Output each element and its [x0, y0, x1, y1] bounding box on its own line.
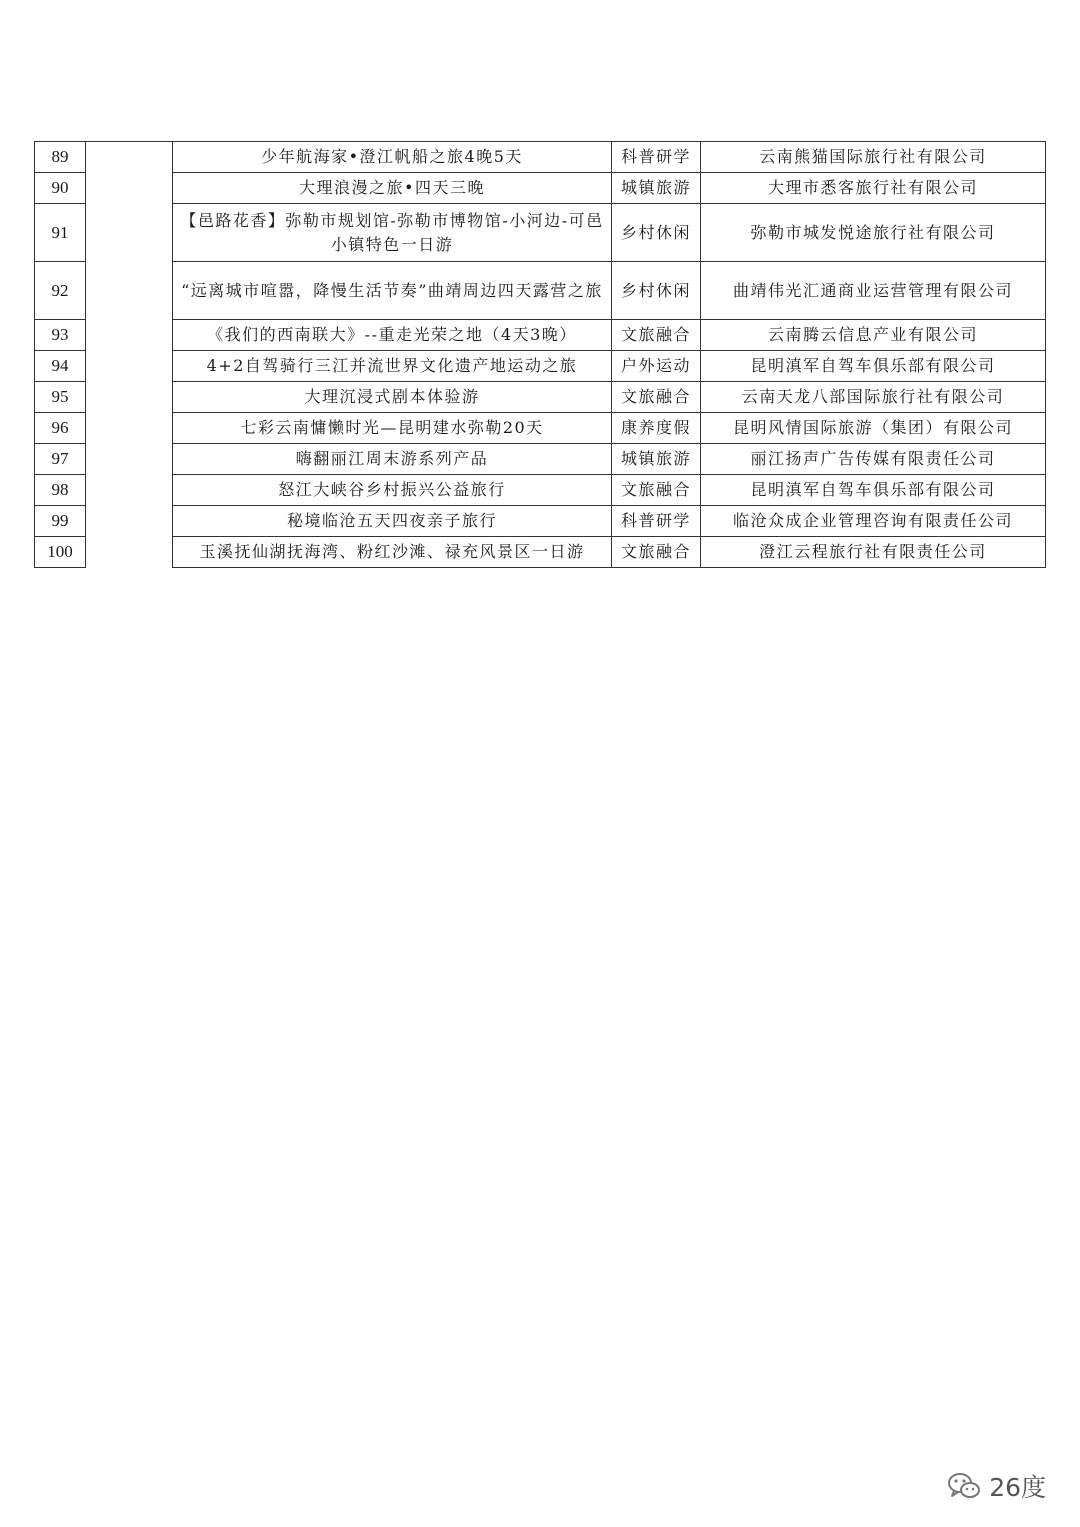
- organization-name: 丽江扬声广告传媒有限责任公司: [701, 444, 1046, 475]
- product-category: 乡村休闲: [612, 262, 701, 320]
- table-row: [35, 506, 1046, 537]
- row-number: 91: [35, 204, 86, 262]
- wechat-icon: [947, 1472, 981, 1500]
- product-table: [34, 141, 1046, 568]
- product-category: 乡村休闲: [612, 204, 701, 262]
- row-number: 94: [35, 351, 86, 382]
- table-row: [35, 204, 1046, 262]
- watermark: [947, 1468, 1046, 1504]
- product-name: 嗨翻丽江周末游系列产品: [173, 444, 612, 475]
- product-name: 4+2自驾骑行三江并流世界文化遗产地运动之旅: [173, 351, 612, 382]
- organization-name: 澄江云程旅行社有限责任公司: [701, 537, 1046, 568]
- organization-name: 昆明风情国际旅游（集团）有限公司: [701, 413, 1046, 444]
- product-name: 玉溪抚仙湖抚海湾、粉红沙滩、禄充风景区一日游: [173, 537, 612, 568]
- table-row: [35, 173, 1046, 204]
- product-name: 少年航海家•澄江帆船之旅4晚5天: [173, 142, 612, 173]
- table-row: [35, 320, 1046, 351]
- organization-name: 大理市悉客旅行社有限公司: [701, 173, 1046, 204]
- row-number: 89: [35, 142, 86, 173]
- product-category: 科普研学: [612, 142, 701, 173]
- organization-name: 云南熊猫国际旅行社有限公司: [701, 142, 1046, 173]
- product-category: 科普研学: [612, 506, 701, 537]
- table-row: [35, 537, 1046, 568]
- watermark-text: 26度: [989, 1473, 1046, 1502]
- product-name: 大理沉浸式剧本体验游: [173, 382, 612, 413]
- product-name: 七彩云南慵懒时光—昆明建水弥勒20天: [173, 413, 612, 444]
- row-number: 99: [35, 506, 86, 537]
- row-number: 98: [35, 475, 86, 506]
- product-name: 怒江大峡谷乡村振兴公益旅行: [173, 475, 612, 506]
- row-number: 100: [35, 537, 86, 568]
- product-category: 文旅融合: [612, 382, 701, 413]
- table-body: [35, 142, 1046, 568]
- table-row: [35, 382, 1046, 413]
- row-number: 96: [35, 413, 86, 444]
- product-category: 文旅融合: [612, 475, 701, 506]
- product-category: 城镇旅游: [612, 173, 701, 204]
- organization-name: 云南天龙八部国际旅行社有限公司: [701, 382, 1046, 413]
- product-category: 康养度假: [612, 413, 701, 444]
- product-name: 《我们的西南联大》--重走光荣之地（4天3晚）: [173, 320, 612, 351]
- organization-name: 曲靖伟光汇通商业运营管理有限公司: [701, 262, 1046, 320]
- product-category: 文旅融合: [612, 537, 701, 568]
- organization-name: 昆明滇军自驾车俱乐部有限公司: [701, 351, 1046, 382]
- table-row: [35, 413, 1046, 444]
- product-name: 大理浪漫之旅•四天三晚: [173, 173, 612, 204]
- table-row: [35, 444, 1046, 475]
- organization-name: 云南腾云信息产业有限公司: [701, 320, 1046, 351]
- table-row: [35, 262, 1046, 320]
- row-number: 90: [35, 173, 86, 204]
- product-name: 【邑路花香】弥勒市规划馆-弥勒市博物馆-小河边-可邑小镇特色一日游: [173, 204, 612, 262]
- product-category: 户外运动: [612, 351, 701, 382]
- product-name: 秘境临沧五天四夜亲子旅行: [173, 506, 612, 537]
- table-row: [35, 351, 1046, 382]
- organization-name: 昆明滇军自驾车俱乐部有限公司: [701, 475, 1046, 506]
- table-row: [35, 475, 1046, 506]
- row-number: 92: [35, 262, 86, 320]
- product-category: 文旅融合: [612, 320, 701, 351]
- product-category: 城镇旅游: [612, 444, 701, 475]
- merged-blank-cell: [86, 142, 173, 568]
- product-name: “远离城市喧嚣，降慢生活节奏”曲靖周边四天露营之旅: [173, 262, 612, 320]
- row-number: 93: [35, 320, 86, 351]
- table-row: [35, 142, 1046, 173]
- row-number: 97: [35, 444, 86, 475]
- organization-name: 弥勒市城发悦途旅行社有限公司: [701, 204, 1046, 262]
- row-number: 95: [35, 382, 86, 413]
- organization-name: 临沧众成企业管理咨询有限责任公司: [701, 506, 1046, 537]
